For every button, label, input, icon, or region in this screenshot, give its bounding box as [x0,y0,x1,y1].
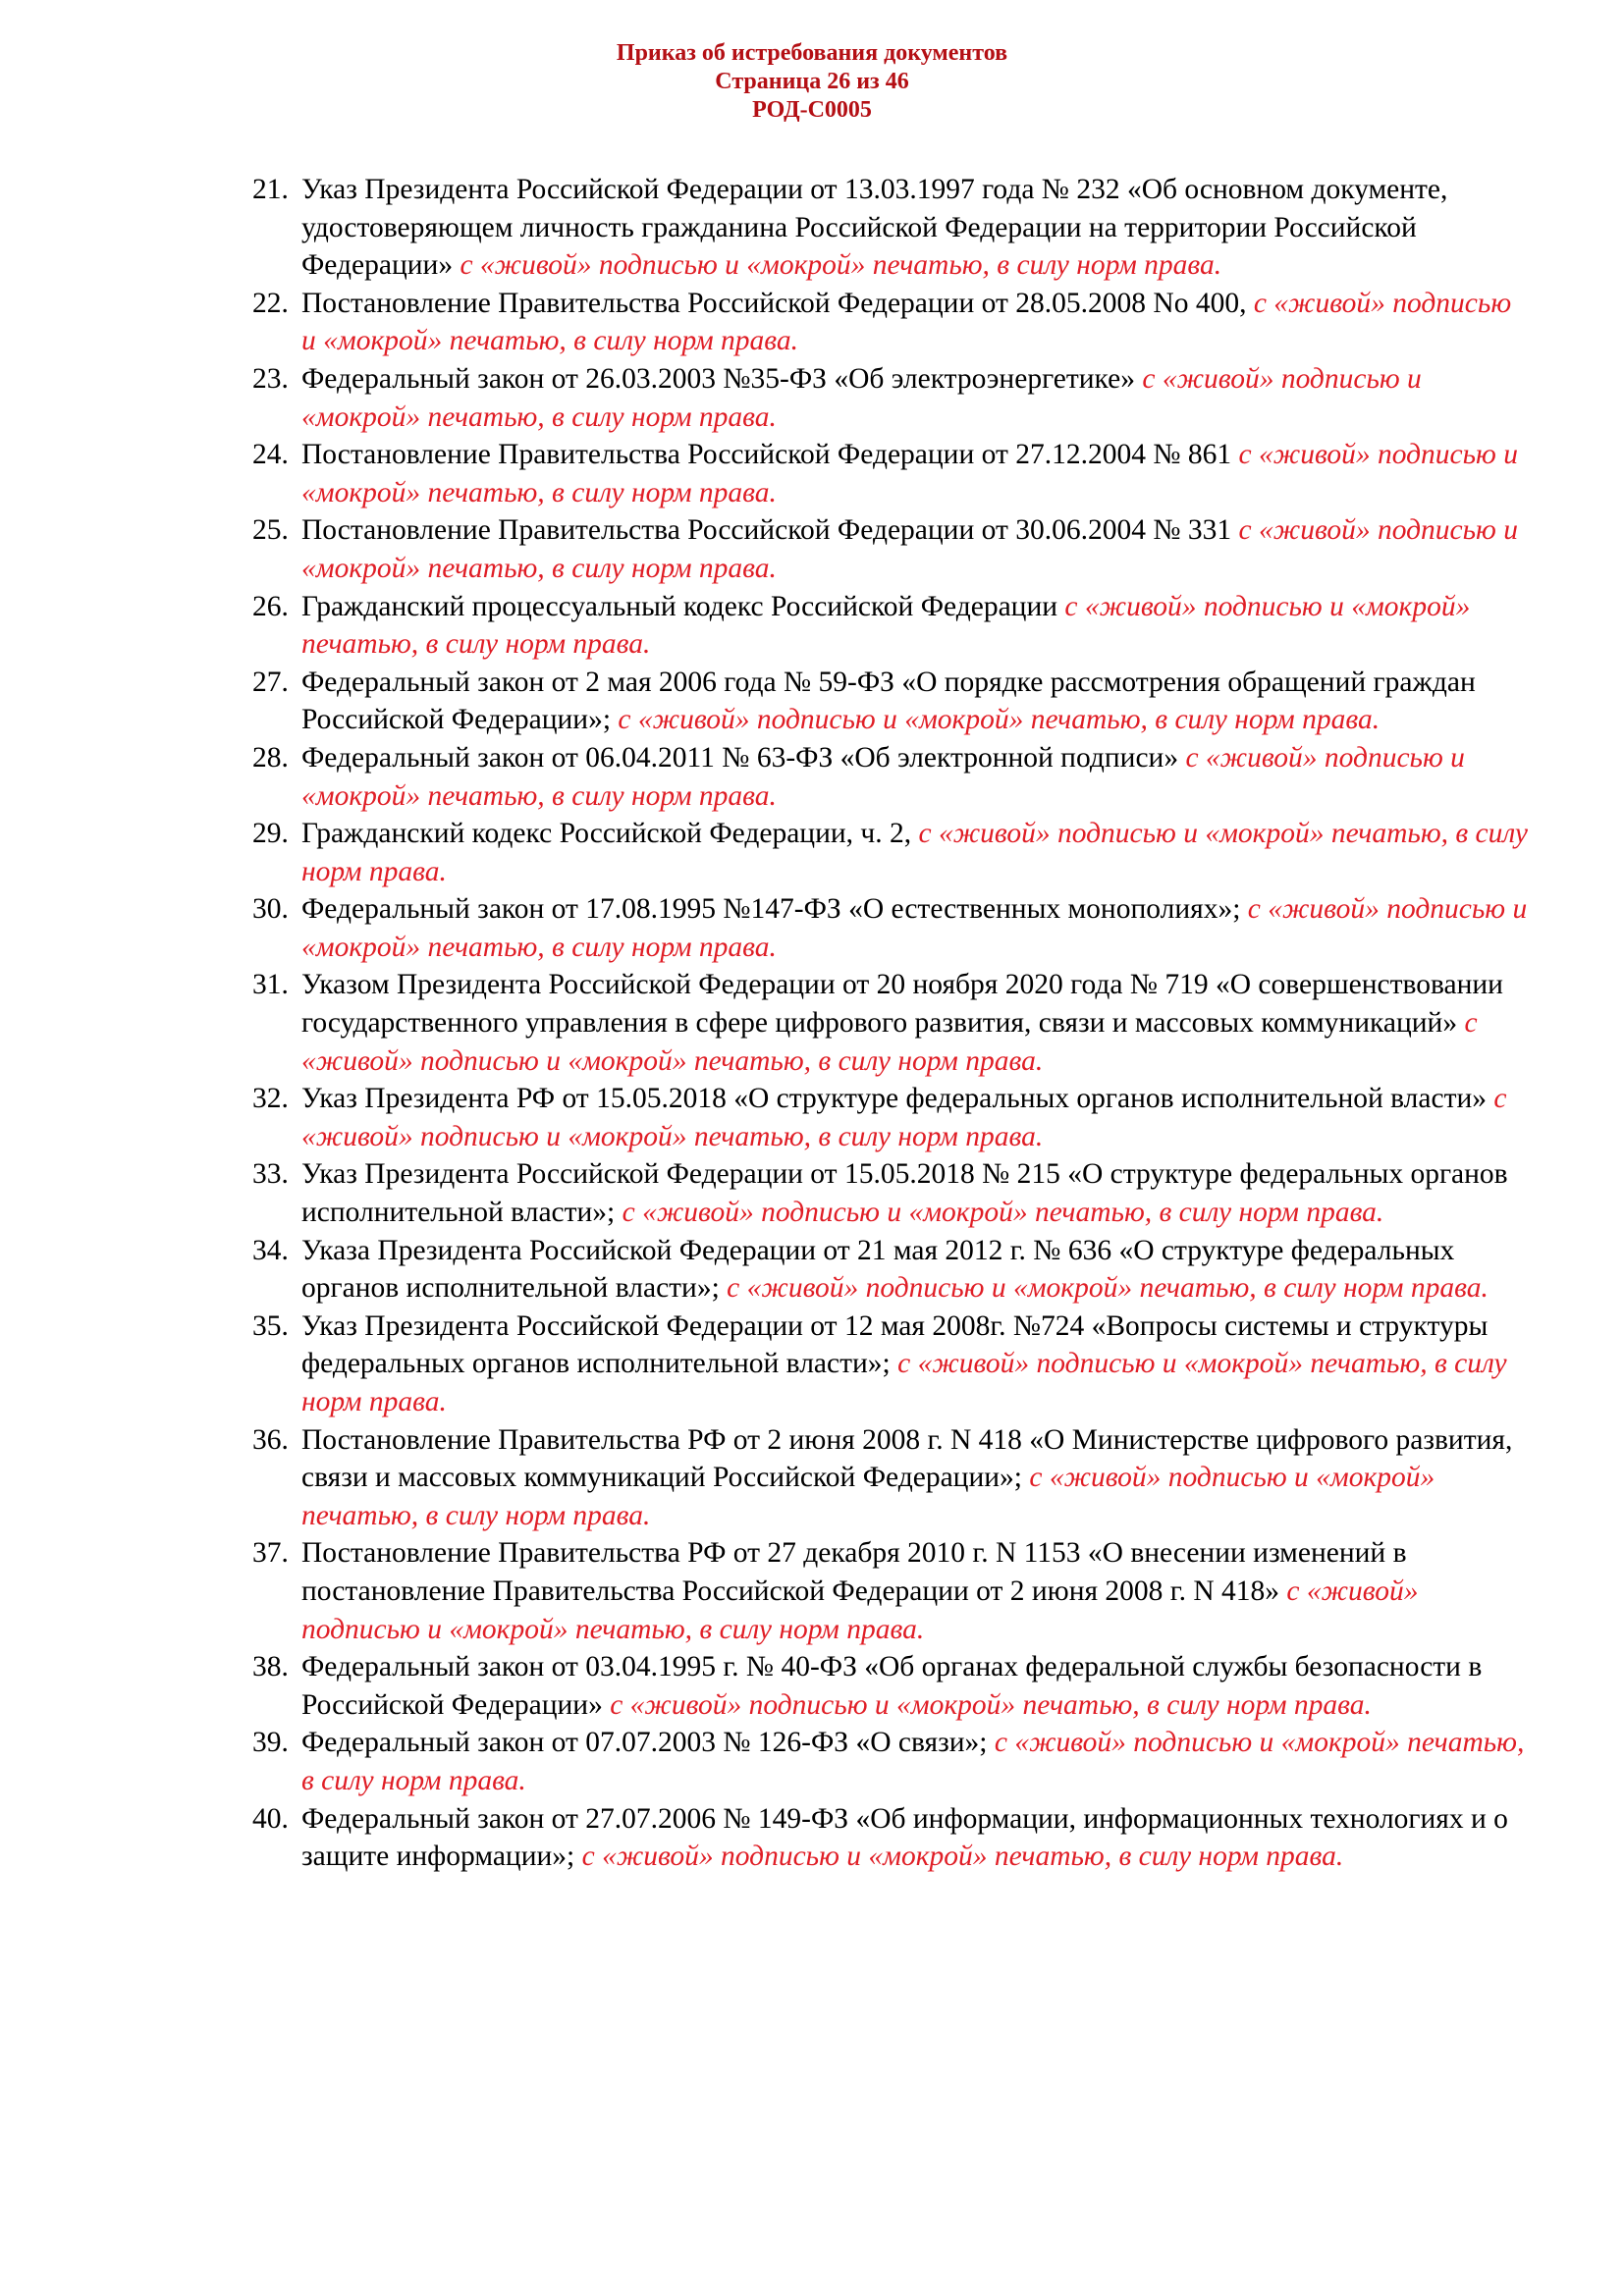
item-note: с «живой» подписью и «мокрой» печатью, в силу норм права. [460,249,1222,282]
item-number: 40. [252,1802,289,1835]
item-text: Федеральный закон от 07.07.2003 № 126-ФЗ «О связи»; [301,1727,988,1759]
item-number: 28. [252,741,289,774]
item-note: с «живой» подписью и «мокрой» печатью, в силу норм права. [618,704,1380,736]
item-note: с «живой» подписью и «мокрой» печатью, в силу норм права. [301,362,1422,433]
list-item [252,890,1529,966]
page-number: Страница 26 из 46 [715,69,909,94]
item-note: с «живой» подписью и «мокрой» печатью, в силу норм права. [581,1841,1344,1873]
list-item [252,285,1529,360]
item-number: 22. [252,287,289,319]
item-note: с «живой» подписью и «мокрой» печатью, в силу норм права. [301,439,1518,508]
legal-references-list [252,171,1529,1876]
list-item [252,1724,1529,1799]
item-note: с «живой» подписью и «мокрой» печатью, в силу норм права. [301,741,1465,812]
item-text: Указ Президента Российской Федерации от 13.03.1997 года № 232 «Об основном документе, удостоверяющем личность гражданина Российской Федерации на территории Российской Федерации» [301,174,1448,282]
item-number: 26. [252,590,289,622]
item-note: с «живой» подписью и «мокрой» печатью, в силу норм права. [301,893,1528,963]
item-number: 33. [252,1158,289,1191]
item-note: с «живой» подписью и «мокрой» печатью, в силу норм права. [301,1007,1478,1077]
item-number: 32. [252,1083,289,1115]
item-text: Постановление Правительства РФ от 27 декабря 2010 г. N 1153 «О внесении изменений в постановление Правительства Российской Федерации от 2 июня 2008 г. N 418» [301,1537,1407,1607]
list-item [252,1648,1529,1724]
list-item [252,1080,1529,1155]
list-item [252,360,1529,436]
document-title: Приказ об истребования документов [616,40,1008,66]
list-item [252,171,1529,285]
item-number: 25. [252,514,289,547]
item-text: Федеральный закон от 06.04.2011 № 63-ФЗ «Об электронной подписи» [301,741,1179,774]
item-number: 39. [252,1727,289,1759]
item-note: с «живой» подписью и «мокрой» печатью, в силу норм права. [622,1197,1384,1229]
item-text: Указ Президента Российской Федерации от 15.05.2018 № 215 «О структуре федеральных органов исполнительной власти»; [301,1158,1508,1229]
item-note: с «живой» подписью и «мокрой» печатью, в силу норм права. [301,590,1471,661]
item-text: Постановление Правительства РФ от 2 июня 2008 г. N 418 «О Министерстве цифрового развития, связи и массовых коммуникаций Российской Федерации»; [301,1423,1513,1494]
item-note: с «живой» подписью и «мокрой» печатью, в силу норм права. [301,818,1528,887]
item-text: Указ Президента РФ от 15.05.2018 «О структуре федеральных органов исполнительной власти» [301,1083,1488,1115]
item-number: 34. [252,1234,289,1266]
item-note: с «живой» подписью и «мокрой» печатью, в силу норм права. [301,1462,1435,1531]
item-text: Постановление Правительства Российской Федерации от 27.12.2004 № 861 [301,439,1232,471]
item-text: Гражданский кодекс Российской Федерации, ч. 2, [301,818,912,850]
item-note: с «живой» подписью и «мокрой» печатью, в силу норм права. [727,1272,1489,1305]
item-note: с «живой» подписью и «мокрой» печатью, в силу норм права. [610,1688,1372,1721]
item-number: 23. [252,362,289,395]
item-number: 37. [252,1537,289,1570]
item-number: 35. [252,1309,289,1342]
list-item [252,1232,1529,1308]
item-text: Указ Президента Российской Федерации от 12 мая 2008г. №724 «Вопросы системы и структуры федеральных органов исполнительной власти»; [301,1309,1489,1380]
item-note: с «живой» подписью и «мокрой» печатью, в силу норм права. [301,1083,1507,1152]
list-item [252,511,1529,587]
list-item [252,1421,1529,1535]
document-code: РОД-С0005 [752,97,872,123]
item-number: 36. [252,1423,289,1456]
item-text: Федеральный закон от 17.08.1995 №147-ФЗ «О естественных монополиях»; [301,893,1241,926]
item-text: Федеральный закон от 27.07.2006 № 149-ФЗ «Об информации, информационных технологиях и о защите информации»; [301,1802,1508,1873]
item-note: с «живой» подписью и «мокрой» печатью, в силу норм права. [301,1727,1525,1796]
list-item [252,436,1529,511]
list-item [252,1534,1529,1648]
list-item [252,966,1529,1080]
list-item [252,815,1529,890]
list-item [252,739,1529,815]
page-header [0,39,1624,125]
item-note: с «живой» подписью и «мокрой» печатью, в силу норм права. [301,1348,1507,1417]
item-number: 38. [252,1651,289,1683]
list-item [252,1155,1529,1231]
list-item [252,1800,1529,1876]
item-note: с «живой» подписью и «мокрой» печатью, в силу норм права. [301,514,1518,584]
item-text: Указа Президента Российской Федерации от 21 мая 2012 г. № 636 «О структуре федеральных органов исполнительной власти»; [301,1234,1455,1305]
item-number: 21. [252,174,289,205]
item-number: 24. [252,439,289,471]
item-note: с «живой» подписью и «мокрой» печатью, в силу норм права. [301,1575,1419,1645]
item-text: Федеральный закон от 2 мая 2006 года № 59-ФЗ «О порядке рассмотрения обращений граждан Российской Федерации»; [301,666,1476,736]
item-number: 29. [252,818,289,850]
list-item [252,664,1529,739]
item-text: Гражданский процессуальный кодекс Российской Федерации [301,590,1058,622]
item-text: Федеральный закон от 26.03.2003 №35-ФЗ «Об электроэнергетике» [301,362,1135,395]
list-item [252,1308,1529,1421]
item-text: Федеральный закон от 03.04.1995 г. № 40-ФЗ «Об органах федеральной службы безопасности в Российской Федерации» [301,1651,1483,1721]
item-number: 31. [252,969,289,1001]
item-text: Постановление Правительства Российской Федерации от 30.06.2004 № 331 [301,514,1232,547]
list-item [252,588,1529,664]
item-note: с «живой» подписью и «мокрой» печатью, в силу норм права. [301,287,1512,357]
item-number: 30. [252,893,289,926]
item-text: Постановление Правительства Российской Федерации от 28.05.2008 No 400, [301,287,1247,319]
item-number: 27. [252,666,289,698]
item-text: Указом Президента Российской Федерации от 20 ноября 2020 года № 719 «О совершенствовании государственного управления в сфере цифрового развития, связи и массовых коммуникаций» [301,969,1503,1040]
